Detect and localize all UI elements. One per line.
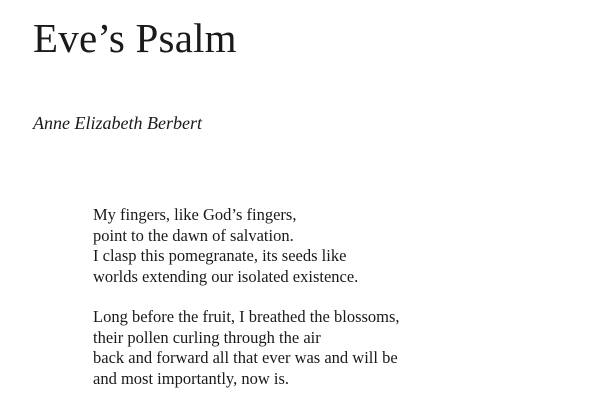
stanza	[93, 307, 400, 389]
poem-line: point to the dawn of salvation.	[93, 225, 294, 245]
poem-line: Long before the fruit, I breathed the blossoms,	[93, 307, 400, 326]
poem-line: worlds extending our isolated existence.	[93, 266, 359, 286]
poem-body	[93, 205, 400, 409]
stanza	[93, 205, 400, 287]
poem-line: My fingers, like God’s fingers,	[93, 205, 297, 224]
poem-line: and most importantly, now is.	[93, 368, 290, 388]
poem-line: I clasp this pomegranate, its seeds like	[93, 246, 347, 265]
poem-author: Anne Elizabeth Berbert	[33, 113, 202, 133]
poem-line: their pollen curling through the air	[93, 327, 321, 347]
poem-line: back and forward all that ever was and will be	[93, 348, 398, 367]
poem-title: Eve’s Psalm	[33, 15, 237, 61]
